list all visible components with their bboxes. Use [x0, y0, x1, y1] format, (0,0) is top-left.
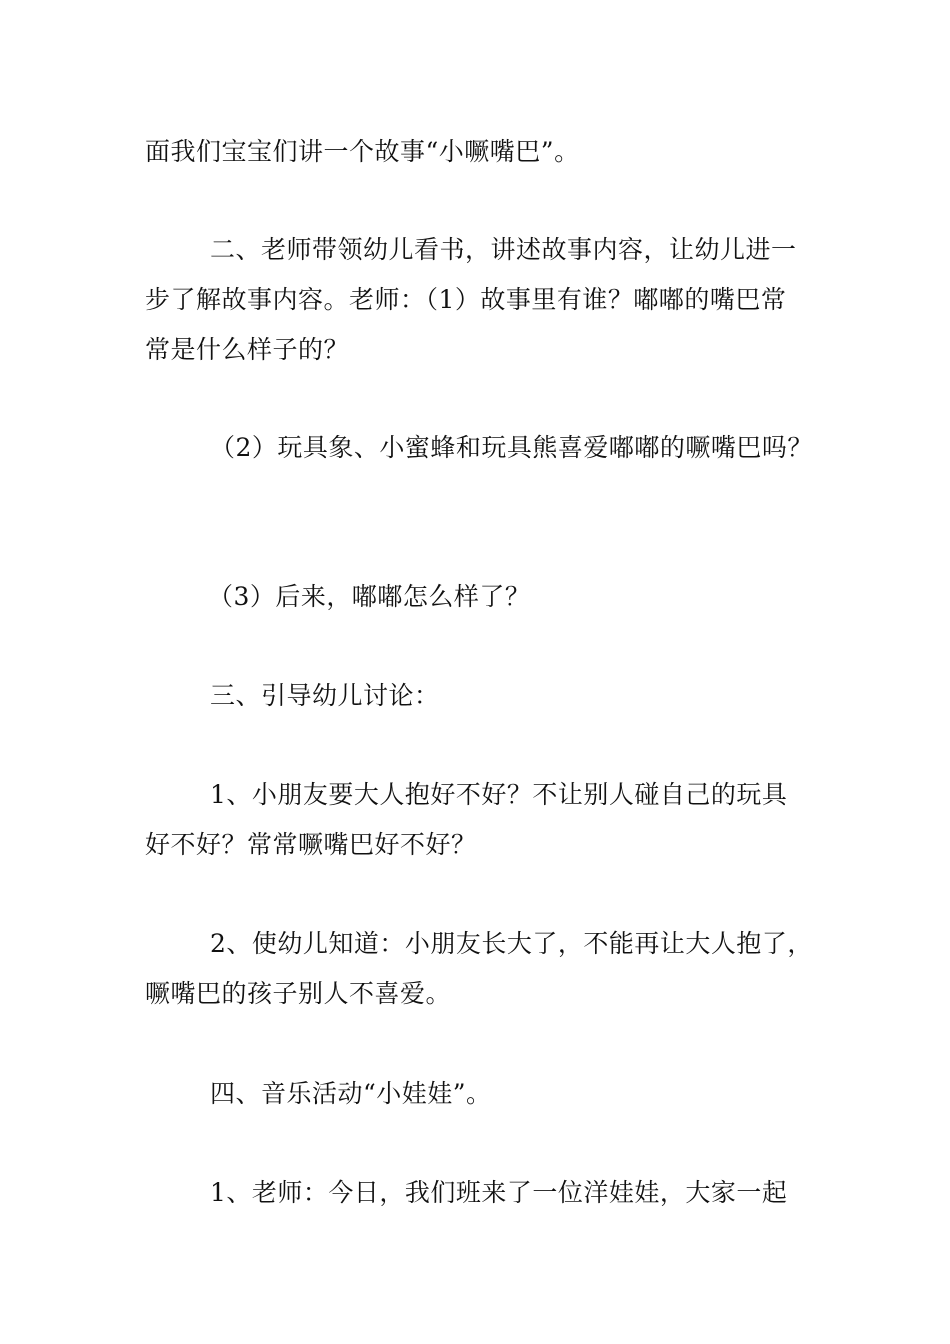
- text-line: 1、小朋友要大人抱好不好？不让别人碰自己的玩具: [210, 780, 788, 809]
- text-line: 四、音乐活动“小娃娃”。: [210, 1079, 492, 1108]
- text-line: 好不好？常常噘嘴巴好不好？: [145, 830, 477, 859]
- text-line: 步了解故事内容。老师：（1）故事里有谁？嘟嘟的嘴巴常: [145, 285, 787, 314]
- text-line: 二、老师带领幼儿看书，讲述故事内容，让幼儿进一: [210, 235, 797, 264]
- text-line: （2）玩具象、小蜜蜂和玩具熊喜爱嘟嘟的噘嘴巴吗？: [210, 433, 813, 462]
- text-line: 面我们宝宝们讲一个故事“小噘嘴巴”。: [145, 137, 580, 166]
- text-line: 噘嘴巴的孩子别人不喜爱。: [145, 979, 452, 1008]
- text-line: 2、使幼儿知道：小朋友长大了，不能再让大人抱了，: [210, 929, 813, 958]
- text-line: 1、老师：今日，我们班来了一位洋娃娃，大家一起: [210, 1178, 788, 1207]
- text-line: （3）后来，嘟嘟怎么样了？: [208, 582, 531, 611]
- text-line: 常是什么样子的？: [145, 335, 350, 364]
- text-line: 三、引导幼儿讨论：: [210, 681, 440, 710]
